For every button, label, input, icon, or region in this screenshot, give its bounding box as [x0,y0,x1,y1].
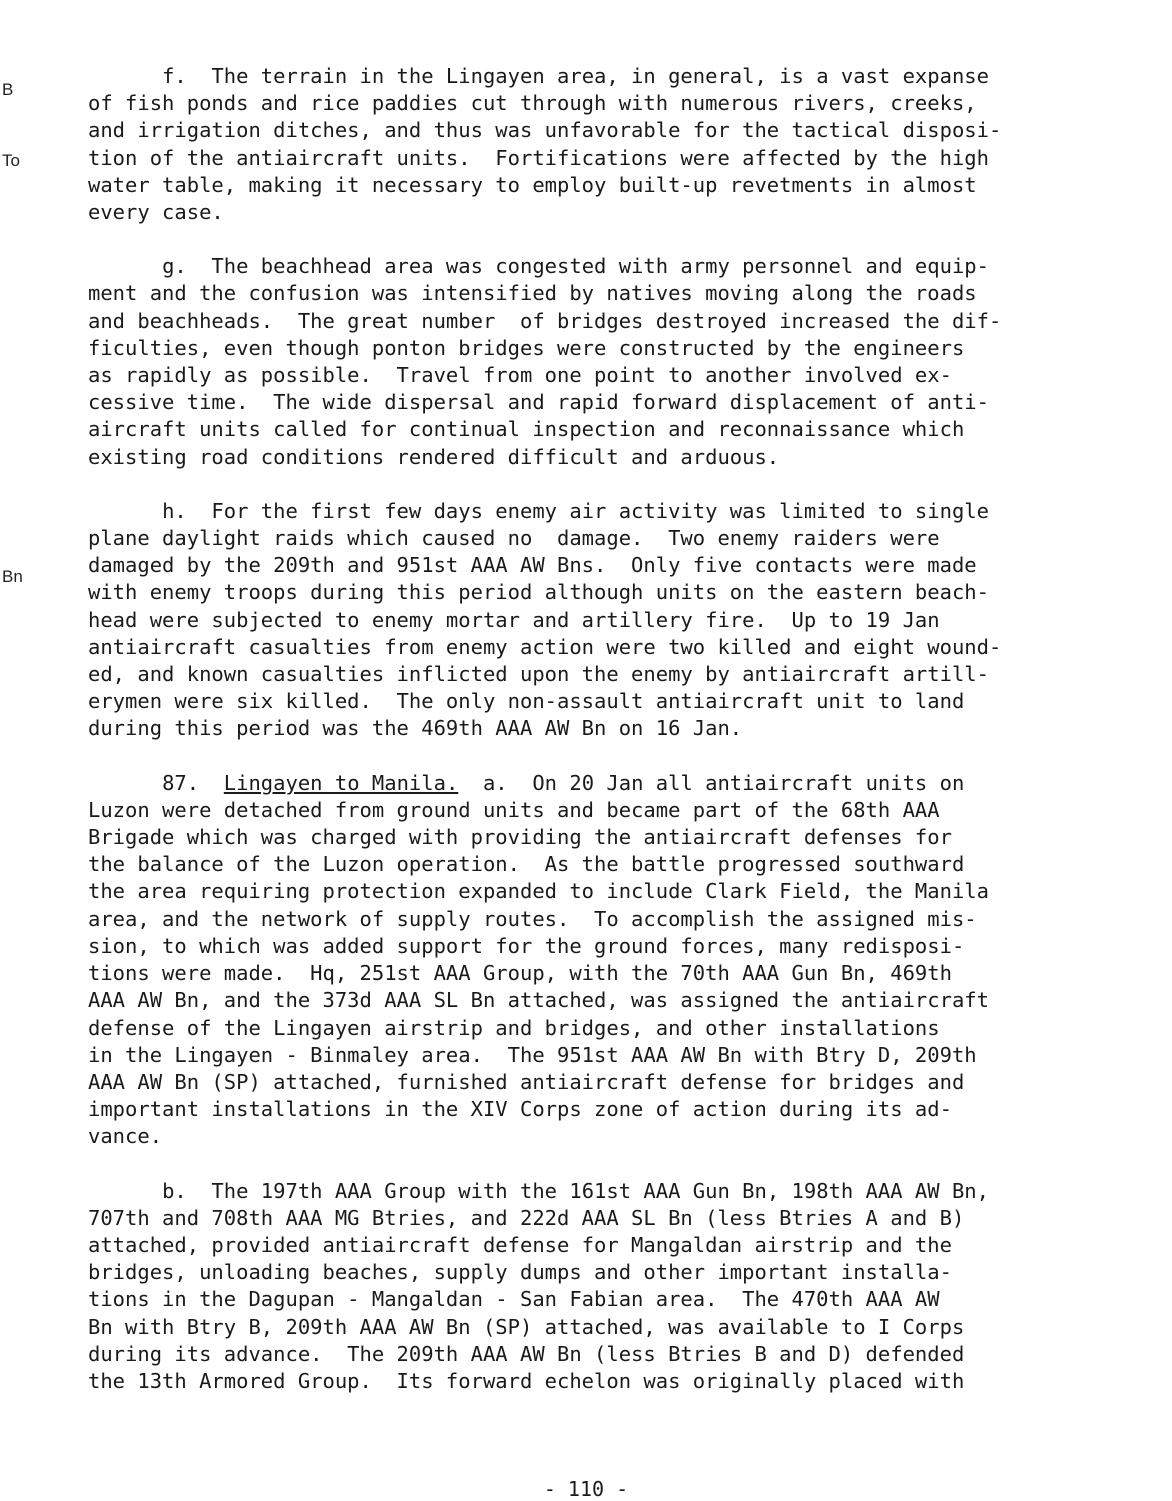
paragraph-87a [88,770,1098,1151]
paragraph-87a-text: a. On 20 Jan all antiaircraft units on Luzon were detached from ground units and became part of the 68th AAA Brigade which was charged with providing the antiaircraft defenses for the balance of the Luzon operation. As the battle progressed southward the area requiring protection expanded to include Clark Field, the Manila area, and the network of supply routes. To accomplish the assigned mis- sion, to which was added support for the ground forces, many redisposi- tions were made. Hq, 251st AAA Group, with the 70th AAA Gun Bn, 469th AAA AW Bn, and the 373d AAA SL Bn attached, was assigned the antiaircraft defense of the Lingayen airstrip and bridges, and other installations in the Lingayen - Binmaley area. The 951st AAA AW Bn with Btry D, 209th AAA AW Bn (SP) attached, furnished antiaircraft defense for bridges and important installations in the XIV Corps zone of action during its ad- vance. [88,770,989,1149]
document-body [88,63,1098,1422]
paragraph-b: b. The 197th AAA Group with the 161st AAA Gun Bn, 198th AAA AW Bn, 707th and 708th AAA MG Btries, and 222d AAA SL Bn (less Btries A and B) attached, provided antiaircraft defense for Mangaldan airstrip and the bridges, unloading beaches, supply dumps and other important installa- tions in the Dagupan - Mangaldan - San Fabian area. The 470th AAA AW Bn with Btry B, 209th AAA AW Bn (SP) attached, was available to I Corps during its advance. The 209th AAA AW Bn (less Btries B and D) defended the 13th Armored Group. Its forward echelon was originally placed with [88,1178,989,1393]
paragraph-g: g. The beachhead area was congested with army personnel and equip- ment and the confusion was intensified by natives moving along the roads and beachheads. The great number of bridges destroyed increased the dif- ficulties, even though ponton bridges were constructed by the engineers as rapidly as possible. Travel from one point to another involved ex- cessive time. The wide dispersal and rapid forward displacement of anti- aircraft units called for continual inspection and reconnaissance which existing road conditions rendered difficult and arduous. [88,254,1002,469]
margin-mark-bn: Bn [2,567,23,586]
section-number: 87. [88,770,224,795]
margin-mark-to: To [2,151,20,170]
paragraph-f: f. The terrain in the Lingayen area, in general, is a vast expanse of fish ponds and rice paddies cut through with numerous rivers, creeks, and irrigation ditches, and thus was unfavorable for the tactical disposi- tion of the antiaircraft units. Fortifications were affected by the high water table, making it necessary to employ built-up revetments in almost every case. [88,64,1002,225]
section-heading: Lingayen to Manila. [223,770,459,795]
paragraph-h: h. For the first few days enemy air activity was limited to single plane daylight raids which caused no damage. Two enemy raiders were damaged by the 209th and 951st AAA AW Bns. Only five contacts were made with enemy troops during this period although units on the eastern beach- head were subjected to enemy mortar and artillery fire. Up to 19 Jan antiaircraft casualties from enemy action were two killed and eight wound- ed, and known casualties inflicted upon the enemy by antiaircraft artill- erymen were six killed. The only non-assault antiaircraft unit to land during this period was the 469th AAA AW Bn on 16 Jan. [88,498,1002,741]
margin-mark-b: B [2,80,14,99]
page-number: - 110 - [543,1477,629,1501]
